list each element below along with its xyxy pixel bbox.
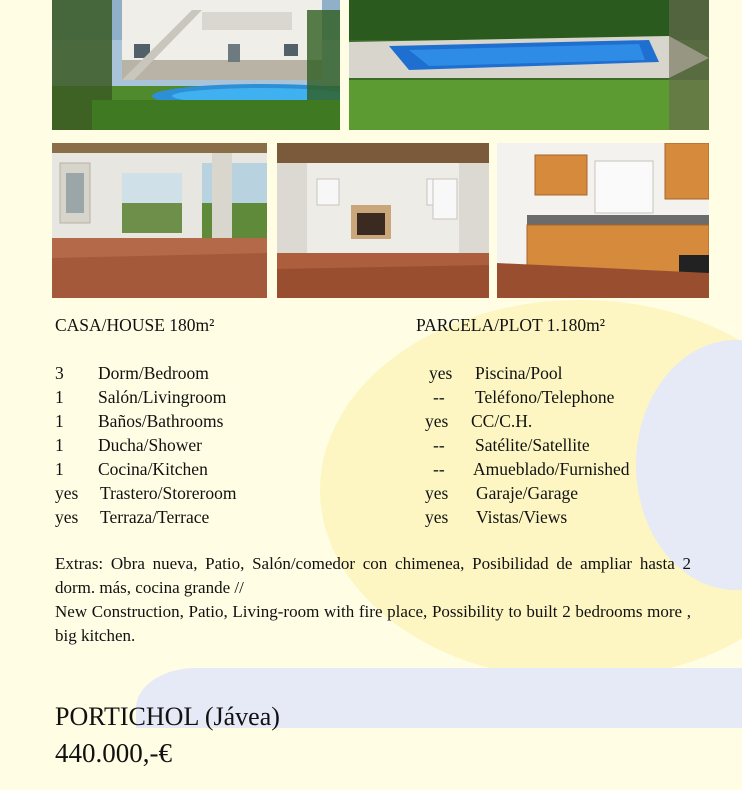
list-item — [425, 505, 725, 529]
feature-qty: 1 — [55, 435, 64, 455]
feature-label: Baños/Bathrooms — [98, 411, 224, 431]
feature-label: Terraza/Terrace — [100, 507, 210, 527]
terrace-room-photo — [52, 143, 267, 298]
feature-qty: -- — [433, 459, 445, 479]
list-item — [425, 409, 725, 433]
feature-qty: yes — [425, 483, 449, 503]
list-item — [425, 457, 725, 481]
feature-qty: -- — [433, 435, 445, 455]
list-item — [55, 361, 355, 385]
feature-label: Satélite/Satellite — [475, 435, 590, 455]
house-size-header: CASA/HOUSE 180m² — [55, 315, 215, 335]
list-item — [425, 433, 725, 457]
feature-qty: yes — [429, 363, 453, 383]
list-item — [55, 409, 355, 433]
list-item — [425, 385, 725, 409]
feature-label: Vistas/Views — [476, 507, 568, 527]
list-item — [55, 481, 355, 505]
feature-label: CC/C.H. — [471, 411, 533, 431]
feature-label: Ducha/Shower — [98, 435, 203, 455]
feature-qty: 1 — [55, 411, 64, 431]
list-item — [55, 385, 355, 409]
extras-spanish: Extras: Obra nueva, Patio, Salón/comedor con chimenea, Posibilidad de ampliar hasta 2 dorm. más, cocina grande // — [55, 554, 691, 597]
feature-qty: 1 — [55, 459, 64, 479]
feature-label: Piscina/Pool — [475, 363, 563, 383]
extras-english: New Construction, Patio, Living-room with fire place, Possibility to built 2 bedrooms more , big kitchen. — [55, 602, 691, 645]
feature-label: Dorm/Bedroom — [98, 363, 209, 383]
feature-qty: 3 — [55, 363, 64, 383]
features-right-list — [425, 361, 725, 529]
price: 440.000,-€ — [55, 738, 172, 768]
feature-label: Salón/Livingroom — [98, 387, 227, 407]
list-item — [425, 361, 725, 385]
feature-qty: yes — [55, 507, 79, 527]
feature-label: Amueblado/Furnished — [473, 459, 630, 479]
feature-label: Garaje/Garage — [476, 483, 579, 503]
location-title: PORTICHOL (Jávea) — [55, 702, 280, 731]
feature-qty: 1 — [55, 387, 64, 407]
plot-size-header: PARCELA/PLOT 1.180m² — [416, 315, 606, 335]
list-item — [55, 457, 355, 481]
feature-qty: yes — [425, 507, 449, 527]
pool-photo — [349, 0, 709, 130]
list-item — [55, 433, 355, 457]
feature-label: Trastero/Storeroom — [100, 483, 237, 503]
feature-label: Teléfono/Telephone — [475, 387, 615, 407]
feature-qty: yes — [55, 483, 79, 503]
list-item — [425, 481, 725, 505]
extras-description — [55, 552, 691, 648]
kitchen-photo — [497, 143, 709, 298]
list-item — [55, 505, 355, 529]
house-exterior-photo — [52, 0, 340, 130]
feature-qty: yes — [425, 411, 449, 431]
features-left-list — [55, 361, 355, 529]
feature-label: Cocina/Kitchen — [98, 459, 208, 479]
living-room-fireplace-photo — [277, 143, 489, 298]
feature-qty: -- — [433, 387, 445, 407]
